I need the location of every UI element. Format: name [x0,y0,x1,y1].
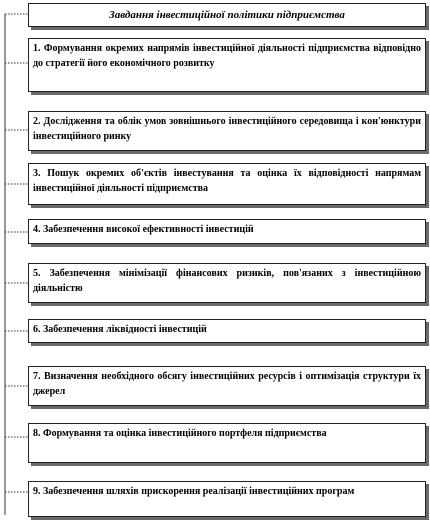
task-box-1: 1. Формування окремих напрямів інвестиційної діяльності підприємства відповідно до стратегії його економічного розвитку [28,38,426,92]
task-box-9: 9. Забезпечення шляхів прискорення реалізації інвестиційних програм [28,481,426,517]
task-box-4: 4. Забезпечення високої ефективності інвестицій [28,219,426,244]
task-box-6: 6. Забезпечення ліквідності інвестицій [28,319,426,343]
task-box-2: 2. Дослідження та облік умов зовнішнього інвестиційного середовища і кон'юнктури інвестиційного ринку [28,111,426,151]
task-box-7: 7. Визначення необхідного обсягу інвестиційних ресурсів і оптимізація структури їх джерел [28,366,426,406]
task-box-8: 8. Формування та оцінка інвестиційного портфеля підприємства [28,423,426,463]
task-box-5: 5. Забезпечення мінімізації фінансових ризиків, пов'язаних з інвестиційною діяльністю [28,263,426,303]
diagram-title: Завдання інвестиційної політики підприємства [28,3,426,27]
task-box-3: 3. Пошук окремих об'єктів інвестування та оцінка їх відповідності напрямам інвестиційної діяльності підприємства [28,163,426,205]
